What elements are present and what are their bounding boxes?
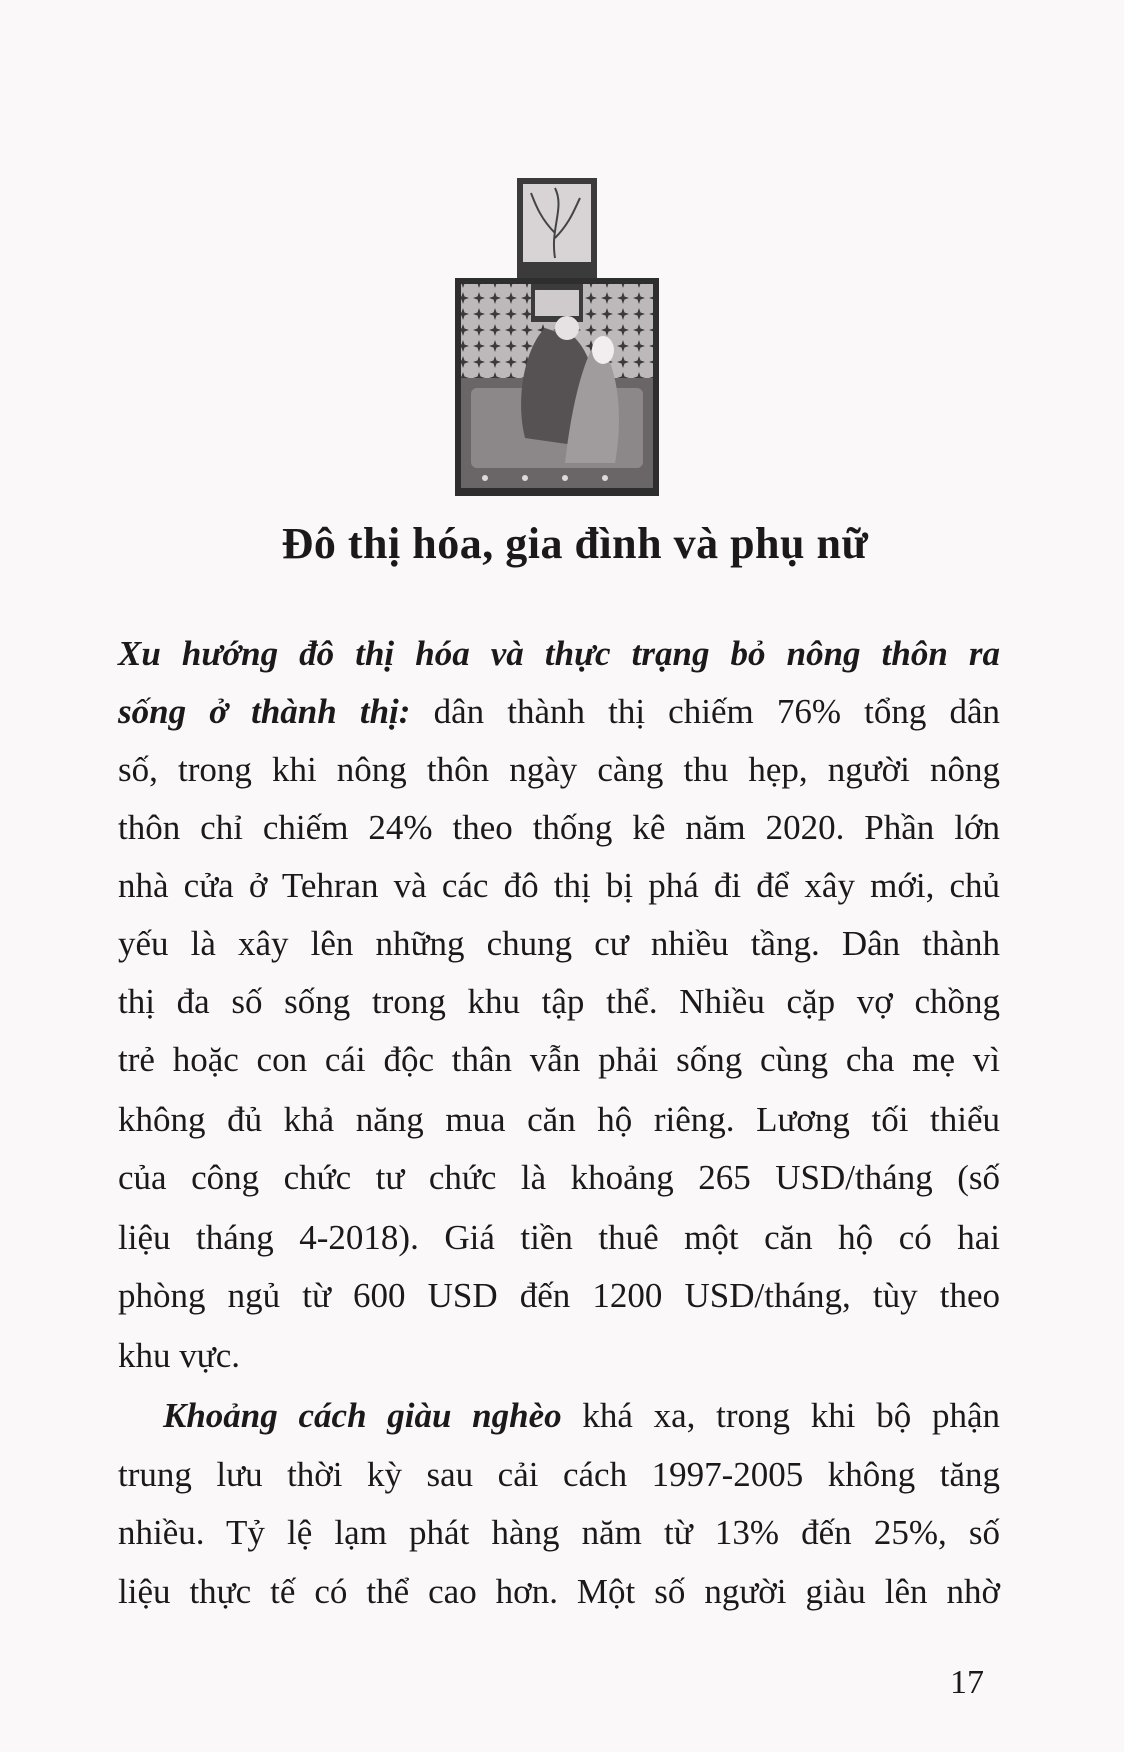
section-title: Đô thị hóa, gia đình và phụ nữ (281, 519, 869, 568)
text-span: khá xa, trong khi bộ phận (561, 1396, 1000, 1435)
bold-italic-lead: Khoảng cách giàu nghèo (163, 1396, 562, 1435)
text-line (163, 1396, 1000, 1436)
text-line: trẻ hoặc con cái độc thân vẫn phải sống cùng cha mẹ vì (118, 1040, 1000, 1079)
text-line: không đủ khả năng mua căn hộ riêng. Lương tối thiểu (118, 1100, 1000, 1139)
text-line (118, 634, 1000, 674)
persian-miniature-illustration (455, 178, 659, 496)
text-line: phòng ngủ từ 600 USD đến 1200 USD/tháng, tùy theo (118, 1276, 1000, 1315)
bold-italic-lead: sống ở thành thị: (118, 692, 411, 731)
text-line: trung lưu thời kỳ sau cải cách 1997-2005 không tăng (118, 1455, 1000, 1494)
text-line: liệu thực tế có thể cao hơn. Một số người giàu lên nhờ (118, 1572, 1000, 1611)
bold-italic-lead: Xu hướng đô thị hóa và thực trạng bỏ nông thôn ra (118, 634, 1000, 673)
text-line: nhiều. Tỷ lệ lạm phát hàng năm từ 13% đến 25%, số (118, 1513, 1000, 1552)
page-number: 17 (950, 1664, 984, 1701)
text-line: nhà cửa ở Tehran và các đô thị bị phá đi để xây mới, chủ (118, 866, 1000, 905)
text-line: thôn chỉ chiếm 24% theo thống kê năm 2020. Phần lớn (118, 808, 1000, 847)
text-line: của công chức tư chức là khoảng 265 USD/tháng (số (118, 1158, 1000, 1197)
text-line: yếu là xây lên những chung cư nhiều tầng. Dân thành (118, 924, 1000, 963)
text-line: khu vực. (118, 1336, 241, 1375)
text-line: liệu tháng 4-2018). Giá tiền thuê một căn hộ có hai (118, 1218, 1000, 1257)
text-line: thị đa số sống trong khu tập thể. Nhiều cặp vợ chồng (118, 982, 1000, 1021)
text-line: số, trong khi nông thôn ngày càng thu hẹp, người nông (118, 750, 1000, 789)
text-span: dân thành thị chiếm 76% tổng dân (410, 692, 1000, 731)
text-line (118, 692, 1000, 732)
